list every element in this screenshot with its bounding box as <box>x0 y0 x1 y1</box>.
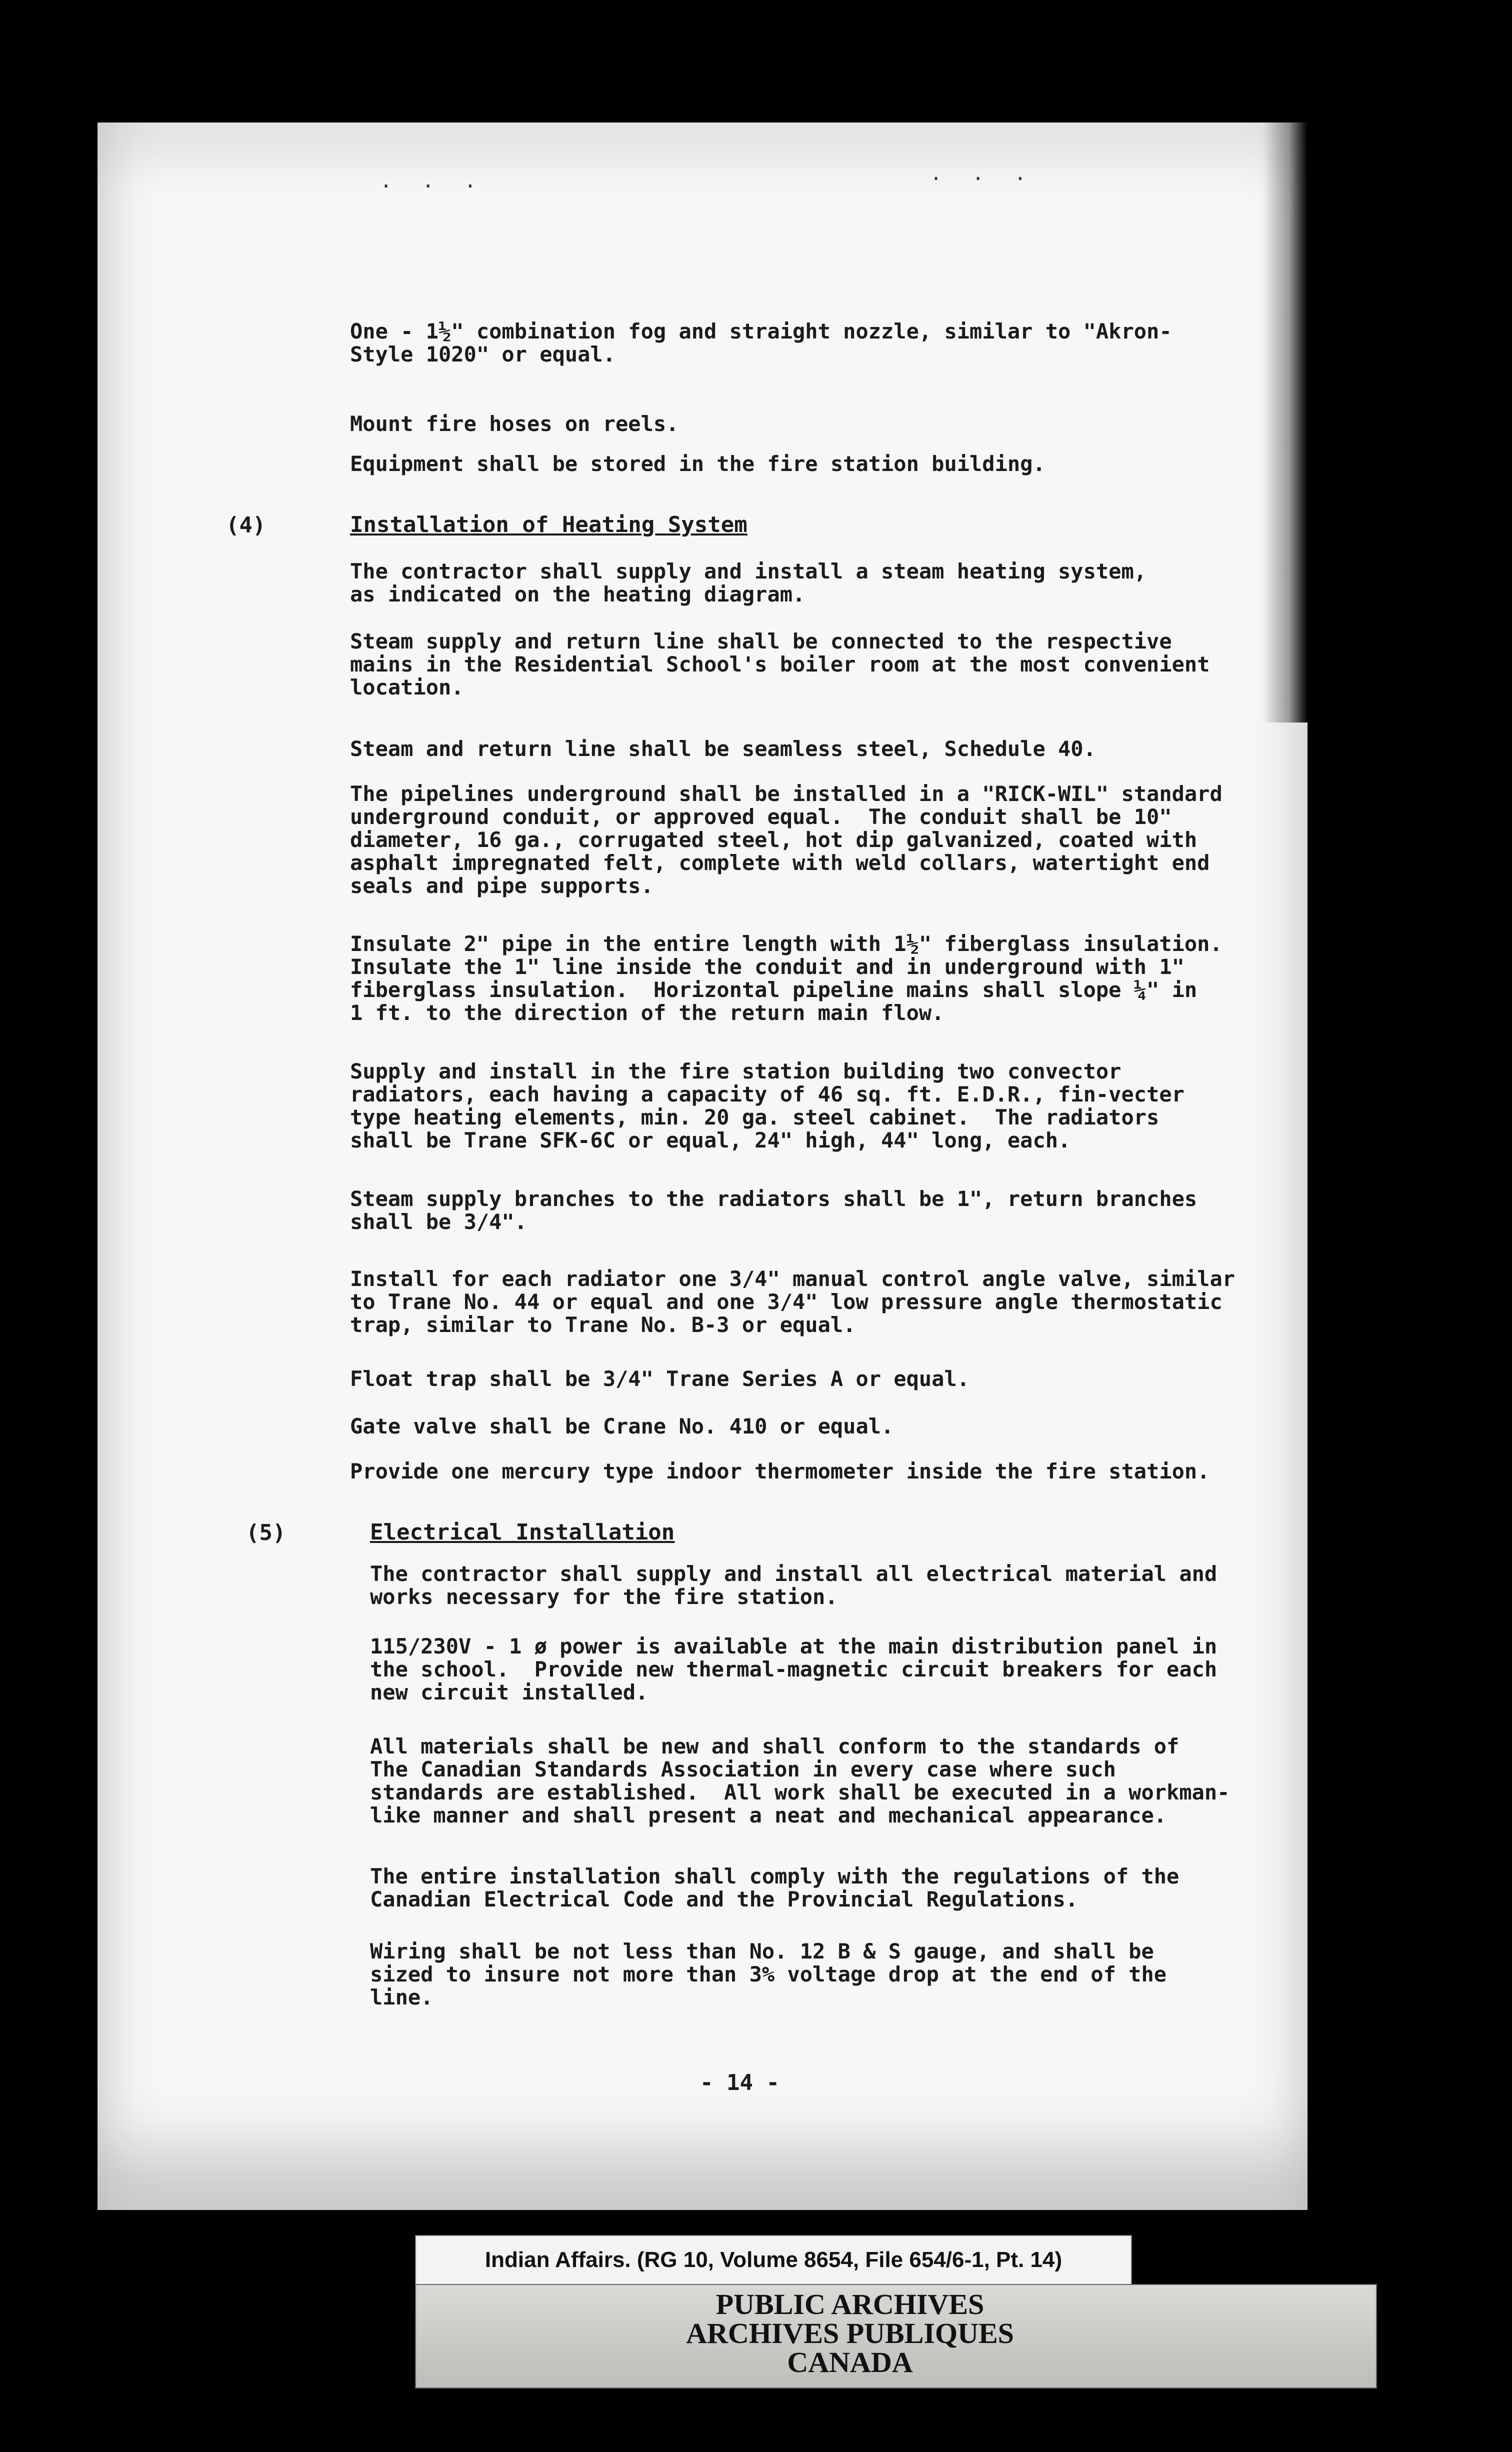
section-5-paragraph-2: 115/230V - 1 ø power is available at the main distribution panel in the school. Provide new thermal-magnetic circuit breakers for each new circuit installed. <box>370 1634 1218 1704</box>
section-4-title: Installation of Heating System <box>350 512 748 538</box>
section-5-paragraph-1: The contractor shall supply and install all electrical material and works necessary for the fire station. <box>370 1562 1218 1609</box>
punch-marks-right: · · · <box>930 168 1036 190</box>
section-4-paragraph-6: Supply and install in the fire station building two convector radiators, each having a capacity of 46 sq. ft. E.D.R., fin-vecter type heating elements, min. 20 ga. steel cabinet. The radiators shall be Trane SFK-6C or equal, 24" high, 44" long, each. <box>350 1059 1184 1152</box>
section-5-paragraph-3: All materials shall be new and shall conform to the standards of The Canadian Standards Association in every case where such standards are established. All work shall be executed in a workman- like manner and shall present a neat and mechanical appearance. <box>370 1734 1230 1828</box>
section-4-paragraph-7: Steam supply branches to the radiators shall be 1", return branches shall be 3/4". <box>350 1186 1198 1234</box>
section-4-paragraph-8: Install for each radiator one 3/4" manual control angle valve, similar to Trane No. 44 or equal and one 3/4" low pressure angle thermostatic trap, similar to Trane No. B-3 or equal. <box>350 1266 1236 1337</box>
section-4-paragraph-4: The pipelines underground shall be installed in a "RICK-WIL" standard underground conduit, or approved equal. The conduit shall be 10" diameter, 16 ga., corrugated steel, hot dip galvanized, coated with asphalt impregnated felt, complete with weld collars, watertight end seals and pipe supports. <box>350 782 1222 898</box>
intro-paragraph-2: Mount fire hoses on reels. <box>350 412 679 436</box>
section-5-number: (5) <box>246 1520 286 1546</box>
section-4-paragraph-1: The contractor shall supply and install a steam heating system, as indicated on the heating diagram. <box>350 559 1147 606</box>
section-5-title: Electrical Installation <box>370 1520 675 1545</box>
section-4-paragraph-3: Steam and return line shall be seamless steel, Schedule 40. <box>350 736 1096 761</box>
section-4-paragraph-9: Float trap shall be 3/4" Trane Series A or equal. <box>350 1366 970 1391</box>
intro-paragraph-3: Equipment shall be stored in the fire station building. <box>350 452 1046 476</box>
archive-stamp-line-3: CANADA <box>787 2346 913 2378</box>
punch-marks-left: · · · <box>380 175 486 198</box>
section-4-paragraph-5: Insulate 2" pipe in the entire length with 1½" fiberglass insulation. Insulate the 1" line inside the conduit and in underground with 1" fiberglass insulation. Horizontal pipeline mains shall slope ¼" in 1 ft. to the direction of the return main flow. <box>350 932 1222 1025</box>
section-5-paragraph-5: Wiring shall be not less than No. 12 B & S gauge, and shall be sized to insure not more than 3% voltage drop at the end of the line. <box>370 1939 1167 2010</box>
archive-stamp-line-1: PUBLIC ARCHIVES <box>716 2288 984 2320</box>
archive-stamp-line-2: ARCHIVES PUBLIQUES <box>686 2317 1014 2350</box>
section-4-paragraph-2: Steam supply and return line shall be connected to the respective mains in the Residential School's boiler room at the most convenient location. <box>350 629 1210 700</box>
archive-reference-label: Indian Affairs. (RG 10, Volume 8654, File 654/6-1, Pt. 14) <box>415 2235 1132 2285</box>
section-5-paragraph-4: The entire installation shall comply with the regulations of the Canadian Electrical Code and the Provincial Regulations. <box>370 1864 1180 1912</box>
section-4-number: (4) <box>226 512 266 538</box>
intro-paragraph-1: One - 1½" combination fog and straight nozzle, similar to "Akron- Style 1020" or equal. <box>350 319 1172 366</box>
section-4-paragraph-11: Provide one mercury type indoor thermometer inside the fire station. <box>350 1459 1210 1484</box>
archive-stamp-text <box>600 2290 1100 2377</box>
page-number: - 14 - <box>700 2070 780 2096</box>
section-4-paragraph-10: Gate valve shall be Crane No. 410 or equal. <box>350 1414 894 1438</box>
